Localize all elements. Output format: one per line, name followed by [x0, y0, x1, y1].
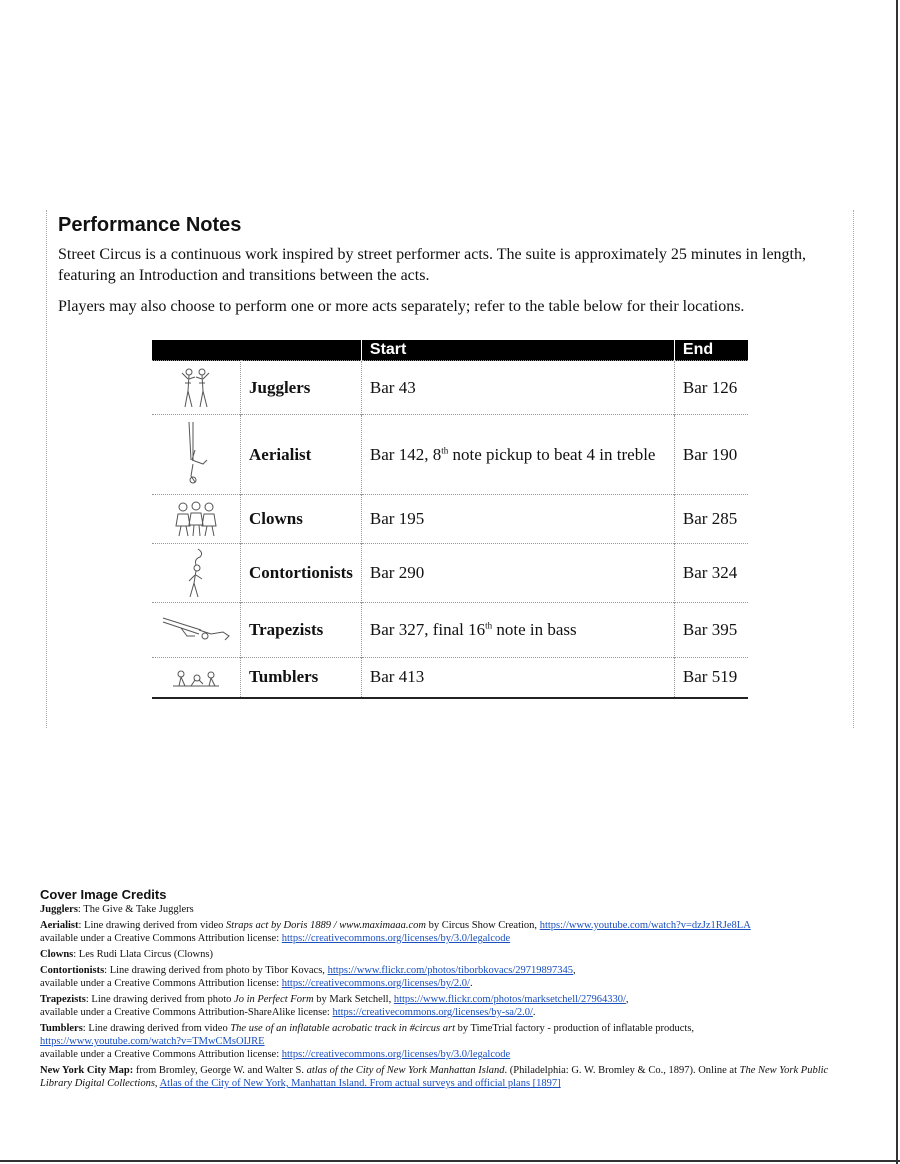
credit-tumblers — [40, 1022, 860, 1061]
credit-label: Aerialist — [40, 920, 79, 931]
credit-contortionists — [40, 964, 860, 990]
credit-label: Trapezists — [40, 994, 86, 1005]
credit-jugglers — [40, 903, 860, 916]
clowns-drawing-icon — [152, 495, 241, 544]
end-cell: Bar 190 — [674, 415, 748, 495]
license-link[interactable]: https://creativecommons.org/licenses/by/3.0/legalcode — [281, 933, 511, 944]
credit-text: : Line drawing derived from video — [78, 920, 227, 931]
credit-italic-source: The New York Public Library Digital Collections — [40, 1065, 829, 1089]
credit-new-york-map — [40, 1064, 860, 1090]
end-cell: Bar 126 — [674, 361, 748, 415]
credit-label: New York City Map: — [40, 1065, 134, 1076]
credit-italic-title: The use of an inflatable acrobatic track in #circus art — [230, 1023, 455, 1034]
credit-text: : Les Rudi Llata Circus (Clowns) — [73, 949, 213, 960]
header-start: Start — [361, 340, 674, 361]
credit-label: Tumblers — [40, 1023, 83, 1034]
credit-link[interactable]: https://www.flickr.com/photos/marksetchell/27964330/ — [393, 994, 626, 1005]
start-cell: Bar 290 — [361, 544, 674, 603]
tumblers-drawing-icon — [152, 658, 241, 698]
credit-link[interactable]: https://www.youtube.com/watch?v=TMwCMsOIJRE — [40, 1036, 265, 1047]
act-name: Tumblers — [241, 658, 362, 698]
credit-italic-title: Jo in Perfect Form — [234, 994, 314, 1005]
credit-link[interactable]: https://www.youtube.com/watch?v=dzJz1RJe8LA — [539, 920, 751, 931]
header-end: End — [674, 340, 748, 361]
start-cell: Bar 413 — [361, 658, 674, 698]
end-cell: Bar 519 — [674, 658, 748, 698]
credit-text: : Line drawing derived from photo — [85, 994, 235, 1005]
act-name: Jugglers — [241, 361, 362, 415]
credit-text: , — [573, 965, 576, 976]
credit-text: by TimeTrial factory - production of inflatable products, — [455, 1023, 695, 1034]
credit-text: from Bromley, George W. and Walter S. — [133, 1065, 307, 1076]
start-superscript: th — [485, 620, 493, 631]
start-text: Bar 142, 8 — [369, 444, 442, 464]
credit-trapezists — [40, 993, 860, 1019]
aerialist-drawing-icon — [152, 415, 241, 495]
table-row — [152, 361, 748, 415]
credit-text: , — [625, 994, 629, 1005]
start-cell — [361, 603, 674, 658]
act-name: Trapezists — [241, 603, 362, 658]
credit-text: by Circus Show Creation, — [425, 920, 540, 931]
players-paragraph: Players may also choose to perform one or more acts separately; refer to the table below for their locations. — [58, 298, 745, 315]
credit-text: : Line drawing derived from photo by Tibor Kovacs, — [104, 965, 328, 976]
start-text: Bar 327, final 16 — [369, 620, 486, 639]
page-right-border — [896, 0, 898, 1164]
act-name: Contortionists — [241, 544, 362, 603]
start-text-tail: note in bass — [492, 620, 577, 639]
start-cell: Bar 43 — [361, 361, 674, 415]
credits-title: Cover Image Credits — [40, 887, 167, 902]
table-row — [152, 658, 748, 698]
header-act — [152, 340, 361, 361]
start-text-tail: note pickup to beat 4 in treble — [448, 444, 656, 464]
license-link[interactable]: https://creativecommons.org/licenses/by/3.0/legalcode — [281, 1049, 511, 1060]
act-name: Aerialist — [241, 415, 362, 495]
credit-text: , — [154, 1078, 160, 1089]
start-cell: Bar 195 — [361, 495, 674, 544]
credit-clowns — [40, 948, 860, 961]
credit-text: : The Give & Take Jugglers — [77, 904, 194, 915]
cover-image-credits — [40, 888, 860, 1093]
acts-table — [152, 340, 748, 699]
credit-link[interactable]: Atlas of the City of New York, Manhattan Island. From actual surveys and official plans [1897] — [159, 1078, 561, 1089]
credit-link[interactable]: https://www.flickr.com/photos/tiborbkovacs/29719897345 — [327, 965, 574, 976]
table-row — [152, 603, 748, 658]
trapezists-drawing-icon — [152, 603, 241, 658]
credit-text: . (Philadelphia: G. W. Bromley & Co., 1897). Online at — [504, 1065, 740, 1076]
credit-italic-title: Straps act by Doris 1889 / www.maximaaa.com — [226, 920, 426, 931]
credit-text: available under a Creative Commons Attribution license: — [40, 1049, 282, 1060]
start-superscript: th — [441, 444, 449, 455]
performance-notes-title: Performance Notes — [58, 214, 242, 236]
table-row — [152, 495, 748, 544]
end-cell: Bar 395 — [674, 603, 748, 658]
table-header-row — [152, 340, 748, 361]
jugglers-drawing-icon — [152, 361, 241, 415]
table-row — [152, 544, 748, 603]
contortionist-drawing-icon — [152, 544, 241, 603]
credit-label: Jugglers — [40, 904, 78, 915]
end-cell: Bar 285 — [674, 495, 748, 544]
credit-label: Contortionists — [40, 965, 105, 976]
credit-text: : Line drawing derived from video — [82, 1023, 231, 1034]
credit-text: available under a Creative Commons Attribution-ShareAlike license: — [40, 1007, 333, 1018]
start-cell — [361, 415, 674, 495]
table-row — [152, 415, 748, 495]
page-bottom-border — [0, 1160, 900, 1162]
credit-aerialist — [40, 919, 860, 945]
license-link[interactable]: https://creativecommons.org/licenses/by/2.0/ — [281, 978, 470, 989]
credit-text: . — [469, 978, 473, 989]
end-cell: Bar 324 — [674, 544, 748, 603]
credit-text: by Mark Setchell, — [313, 994, 394, 1005]
credit-text: available under a Creative Commons Attribution license: — [40, 933, 282, 944]
credit-text: available under a Creative Commons Attribution license: — [40, 978, 282, 989]
credit-text: . — [532, 1007, 536, 1018]
license-link[interactable]: https://creativecommons.org/licenses/by-sa/2.0/ — [332, 1007, 533, 1018]
intro-paragraph: Street Circus is a continuous work inspired by street performer acts. The suite is approximately 25 minutes in length, featuring an Introduction and transitions between the acts. — [58, 246, 806, 284]
credit-italic-title: atlas of the City of New York Manhattan Island — [306, 1065, 505, 1076]
act-name: Clowns — [241, 495, 362, 544]
credit-label: Clowns — [40, 949, 74, 960]
